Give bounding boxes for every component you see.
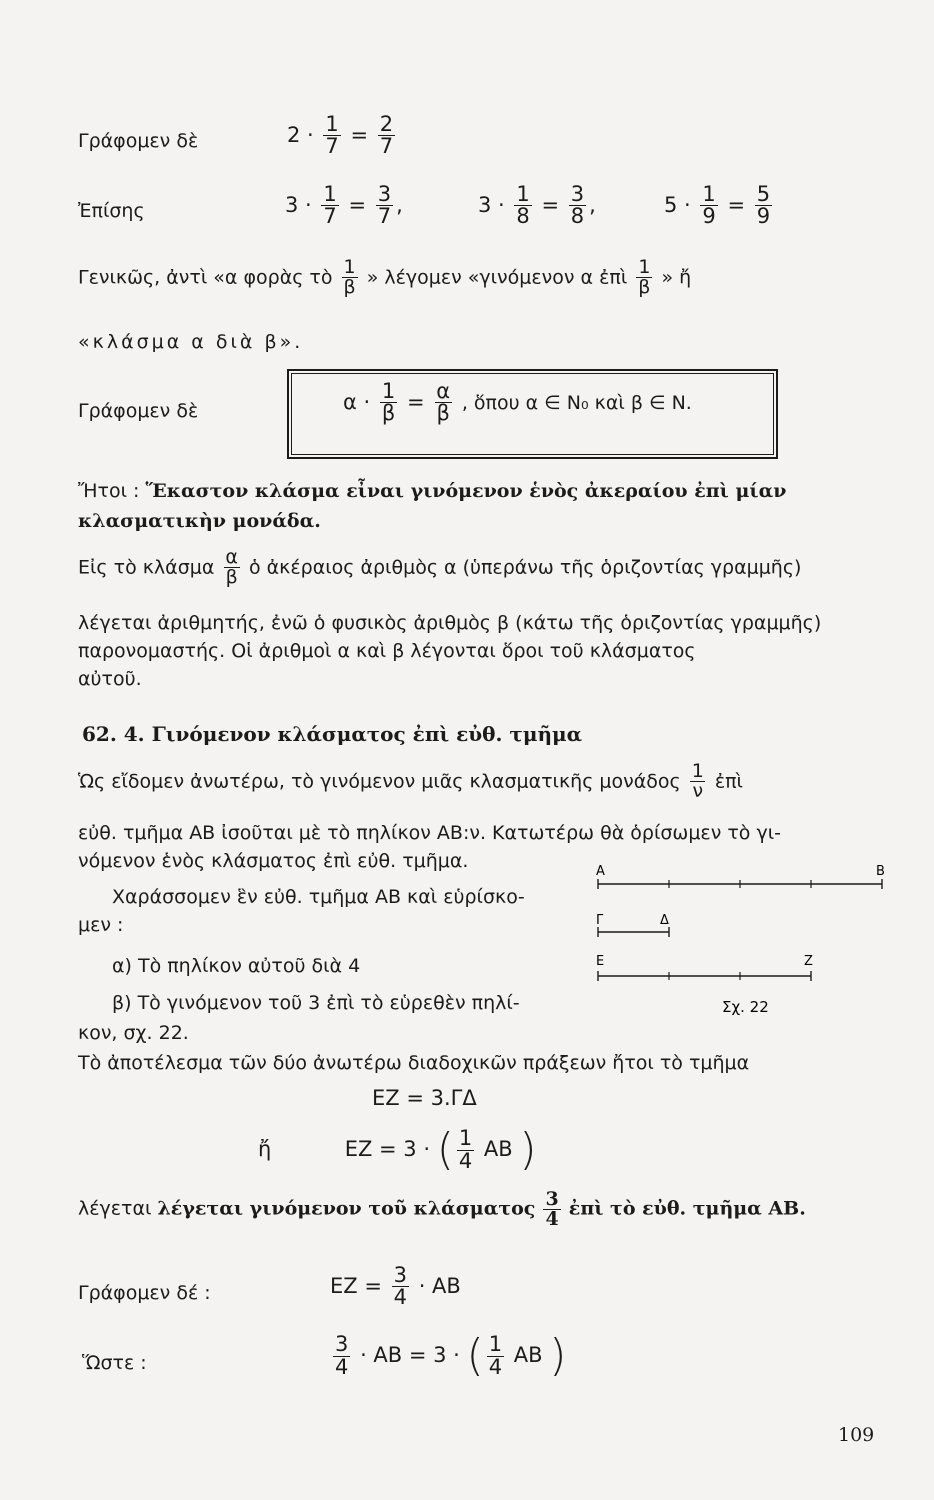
text-line: Ὥστε : [82,1352,147,1374]
fraction [376,184,393,228]
fraction-numerator: 1 [638,256,651,278]
fraction-denominator: β [343,276,356,299]
equation [478,184,596,228]
fraction-numerator: 1 [516,182,530,206]
equation [343,381,692,425]
text-line: λέγεται ἀριθμητής, ἐνῶ ὁ φυσικὸς ἀριθμὸς β (κάτω τῆς ὁριζοντίας γραμμῆς) [78,612,822,634]
math-term: ἤ [258,1137,272,1161]
text-span: Γενικῶς, ἀντὶ «α φορὰς τὸ [78,266,333,289]
math-term: , [589,192,596,217]
fraction-numerator: 1 [691,760,704,782]
fraction [569,184,586,228]
math-term: = [541,192,560,217]
equation [664,184,775,228]
figure-caption: Σχ. 22 [722,998,769,1016]
fraction-denominator: 7 [379,134,394,159]
text-line: Γράφομεν δέ : [78,1282,211,1304]
math-term: AB [513,1343,543,1367]
equation [287,114,398,158]
fraction [378,114,395,158]
fraction [690,762,706,802]
text-line: Τὸ ἀποτέλεσμα τῶν δύο ἀνωτέρω διαδοχικῶν πράξεων ἤτοι τὸ τμῆμα [78,1052,750,1074]
math-term: , [396,192,403,217]
math-term: 3 · [478,192,505,217]
math-term: ( [436,1124,454,1175]
text-span: » ἤ [661,266,692,289]
label-a: A [596,864,605,879]
label-g: Γ [596,913,604,928]
text-line: α) Τὸ πηλίκον αὐτοῦ διὰ 4 [112,955,361,977]
fraction-numerator: 2 [379,112,394,136]
equation [285,184,403,228]
bold-statement: κλασματικὴν μονάδα. [78,510,321,532]
text-line [78,1190,806,1230]
text-line: Ἐπίσης [78,200,145,222]
equation [258,1124,537,1175]
fraction-numerator: α [225,546,238,568]
fraction-numerator: 3 [377,182,392,206]
fraction [487,1334,504,1378]
page-number: 109 [838,1424,875,1446]
fraction-numerator: 1 [488,1332,503,1357]
bold-statement: ἐπὶ τὸ εὐθ. τμῆμα AB. [568,1197,806,1220]
label-b: B [876,864,885,879]
fraction-denominator: 7 [323,204,337,229]
fraction [514,184,531,228]
fraction-numerator: 1 [325,112,339,136]
fraction-denominator: β [225,566,238,589]
fraction [380,381,397,425]
math-term: EZ = [330,1273,382,1298]
fraction [755,184,772,228]
text-line: β) Τὸ γινόμενον τοῦ 3 ἐπὶ τὸ εὑρεθὲν πηλί- [112,992,520,1014]
fraction [636,258,652,298]
text-line: Χαράσσομεν ἓν εὐθ. τμῆμα AB καὶ εὑρίσκο- [112,886,525,908]
math-term: = [406,389,425,414]
fraction [543,1190,560,1230]
text-span: λέγεται [78,1197,158,1220]
text-line [78,480,786,502]
label-e: E [596,954,605,969]
fraction-numerator: 3 [545,1188,559,1210]
text-line: νόμενον ἑνὸς κλάσματος ἐπὶ εὐθ. τμῆμα. [78,850,469,872]
text-line: Γράφομεν δὲ [78,400,199,422]
fraction-denominator: 7 [325,134,339,159]
equation [330,1330,567,1381]
math-term: = [348,192,367,217]
math-term: EZ = 3 · [344,1137,430,1161]
text-span: Ἤτοι : [78,480,146,502]
fraction-denominator: β [638,276,651,299]
text-line: παρονομαστής. Οἱ ἀριθμοὶ α καὶ β λέγονται ὅροι τοῦ κλάσματος [78,640,696,662]
math-term: 2 · [287,122,314,147]
fraction-denominator: 8 [516,204,530,229]
math-term: AB [483,1137,513,1161]
fraction [342,258,358,298]
math-term: · AB = 3 · [360,1343,460,1367]
fraction-denominator: 4 [335,1354,349,1379]
fraction-numerator: 3 [570,182,585,206]
text-line [78,258,691,298]
text-line: κον, σχ. 22. [78,1022,189,1044]
math-term: α · [343,389,371,414]
text-line [78,548,801,588]
fraction [333,1334,350,1378]
math-term: ) [549,1330,567,1381]
fraction-numerator: 3 [335,1332,349,1357]
fraction-numerator: 5 [756,182,771,206]
fraction [223,548,240,588]
fraction-numerator: 1 [458,1126,473,1151]
math-term: ( [466,1330,484,1381]
fraction [321,184,338,228]
math-term: = [350,122,369,147]
math-term: , ὅπου α ∈ N₀ καὶ β ∈ N. [461,391,692,414]
equation [330,1265,461,1309]
math-term: = [727,192,746,217]
fraction-denominator: 8 [570,204,585,229]
fraction [392,1265,409,1309]
fraction-denominator: 4 [488,1354,503,1379]
fraction [457,1128,474,1172]
fraction-denominator: 4 [393,1285,407,1310]
fraction [700,184,717,228]
fraction-denominator: β [436,401,450,426]
fraction-numerator: 1 [343,256,356,278]
fraction-numerator: 1 [381,379,396,403]
text-line: αὐτοῦ. [78,668,142,690]
fraction-denominator: 4 [458,1148,473,1173]
fraction-denominator: 4 [545,1208,559,1231]
bold-statement: λέγεται γινόμενον τοῦ κλάσματος [157,1197,536,1220]
fraction-numerator: α [436,379,451,403]
segment-figure [590,860,890,1020]
text-span: ὁ ἀκέραιος ἀριθμὸς α (ὑπεράνω τῆς ὁριζοντίας γραμμῆς) [248,556,802,579]
fraction-denominator: β [381,401,396,426]
fraction-denominator: 7 [377,204,392,229]
text-span: Ὡς εἴδομεν ἀνωτέρω, τὸ γινόμενον μιᾶς κλασματικῆς μονάδος [78,770,681,793]
math-term: 5 · [664,192,691,217]
label-d: Δ [660,913,669,928]
fraction-denominator: 9 [702,204,716,229]
math-term: · AB [418,1273,461,1298]
text-span: Εἰς τὸ κλάσμα [78,556,215,579]
fraction-numerator: 3 [393,1263,407,1287]
equation: EZ = 3.ΓΔ [372,1086,477,1110]
math-term: 3 · [285,192,312,217]
text-line [78,762,743,802]
text-span: » λέγομεν «γινόμενον α ἐπὶ [366,266,628,289]
fraction-numerator: 1 [323,182,337,206]
text-line: «κλάσμα α διὰ β». [78,331,304,353]
text-line: εὐθ. τμῆμα AB ἰσοῦται μὲ τὸ πηλίκον AB:ν. Κατωτέρω θὰ ὁρίσωμεν τὸ γι- [78,822,781,844]
fraction [323,114,340,158]
text-line: Γράφομεν δὲ [78,130,199,152]
section-heading: 62. 4. Γινόμενον κλάσματος ἐπὶ εὐθ. τμῆμα [82,722,583,746]
label-z: Z [804,954,813,969]
fraction-denominator: 9 [756,204,771,229]
math-term: ) [519,1124,537,1175]
fraction-denominator: ν [692,780,704,803]
text-span: ἐπὶ [714,770,743,793]
bold-statement: Ἕκαστον κλάσμα εἶναι γινόμενον ἑνὸς ἀκεραίου ἐπὶ μίαν [145,480,787,502]
fraction [434,381,452,425]
fraction-numerator: 1 [702,182,716,206]
text-line: μεν : [78,914,124,936]
